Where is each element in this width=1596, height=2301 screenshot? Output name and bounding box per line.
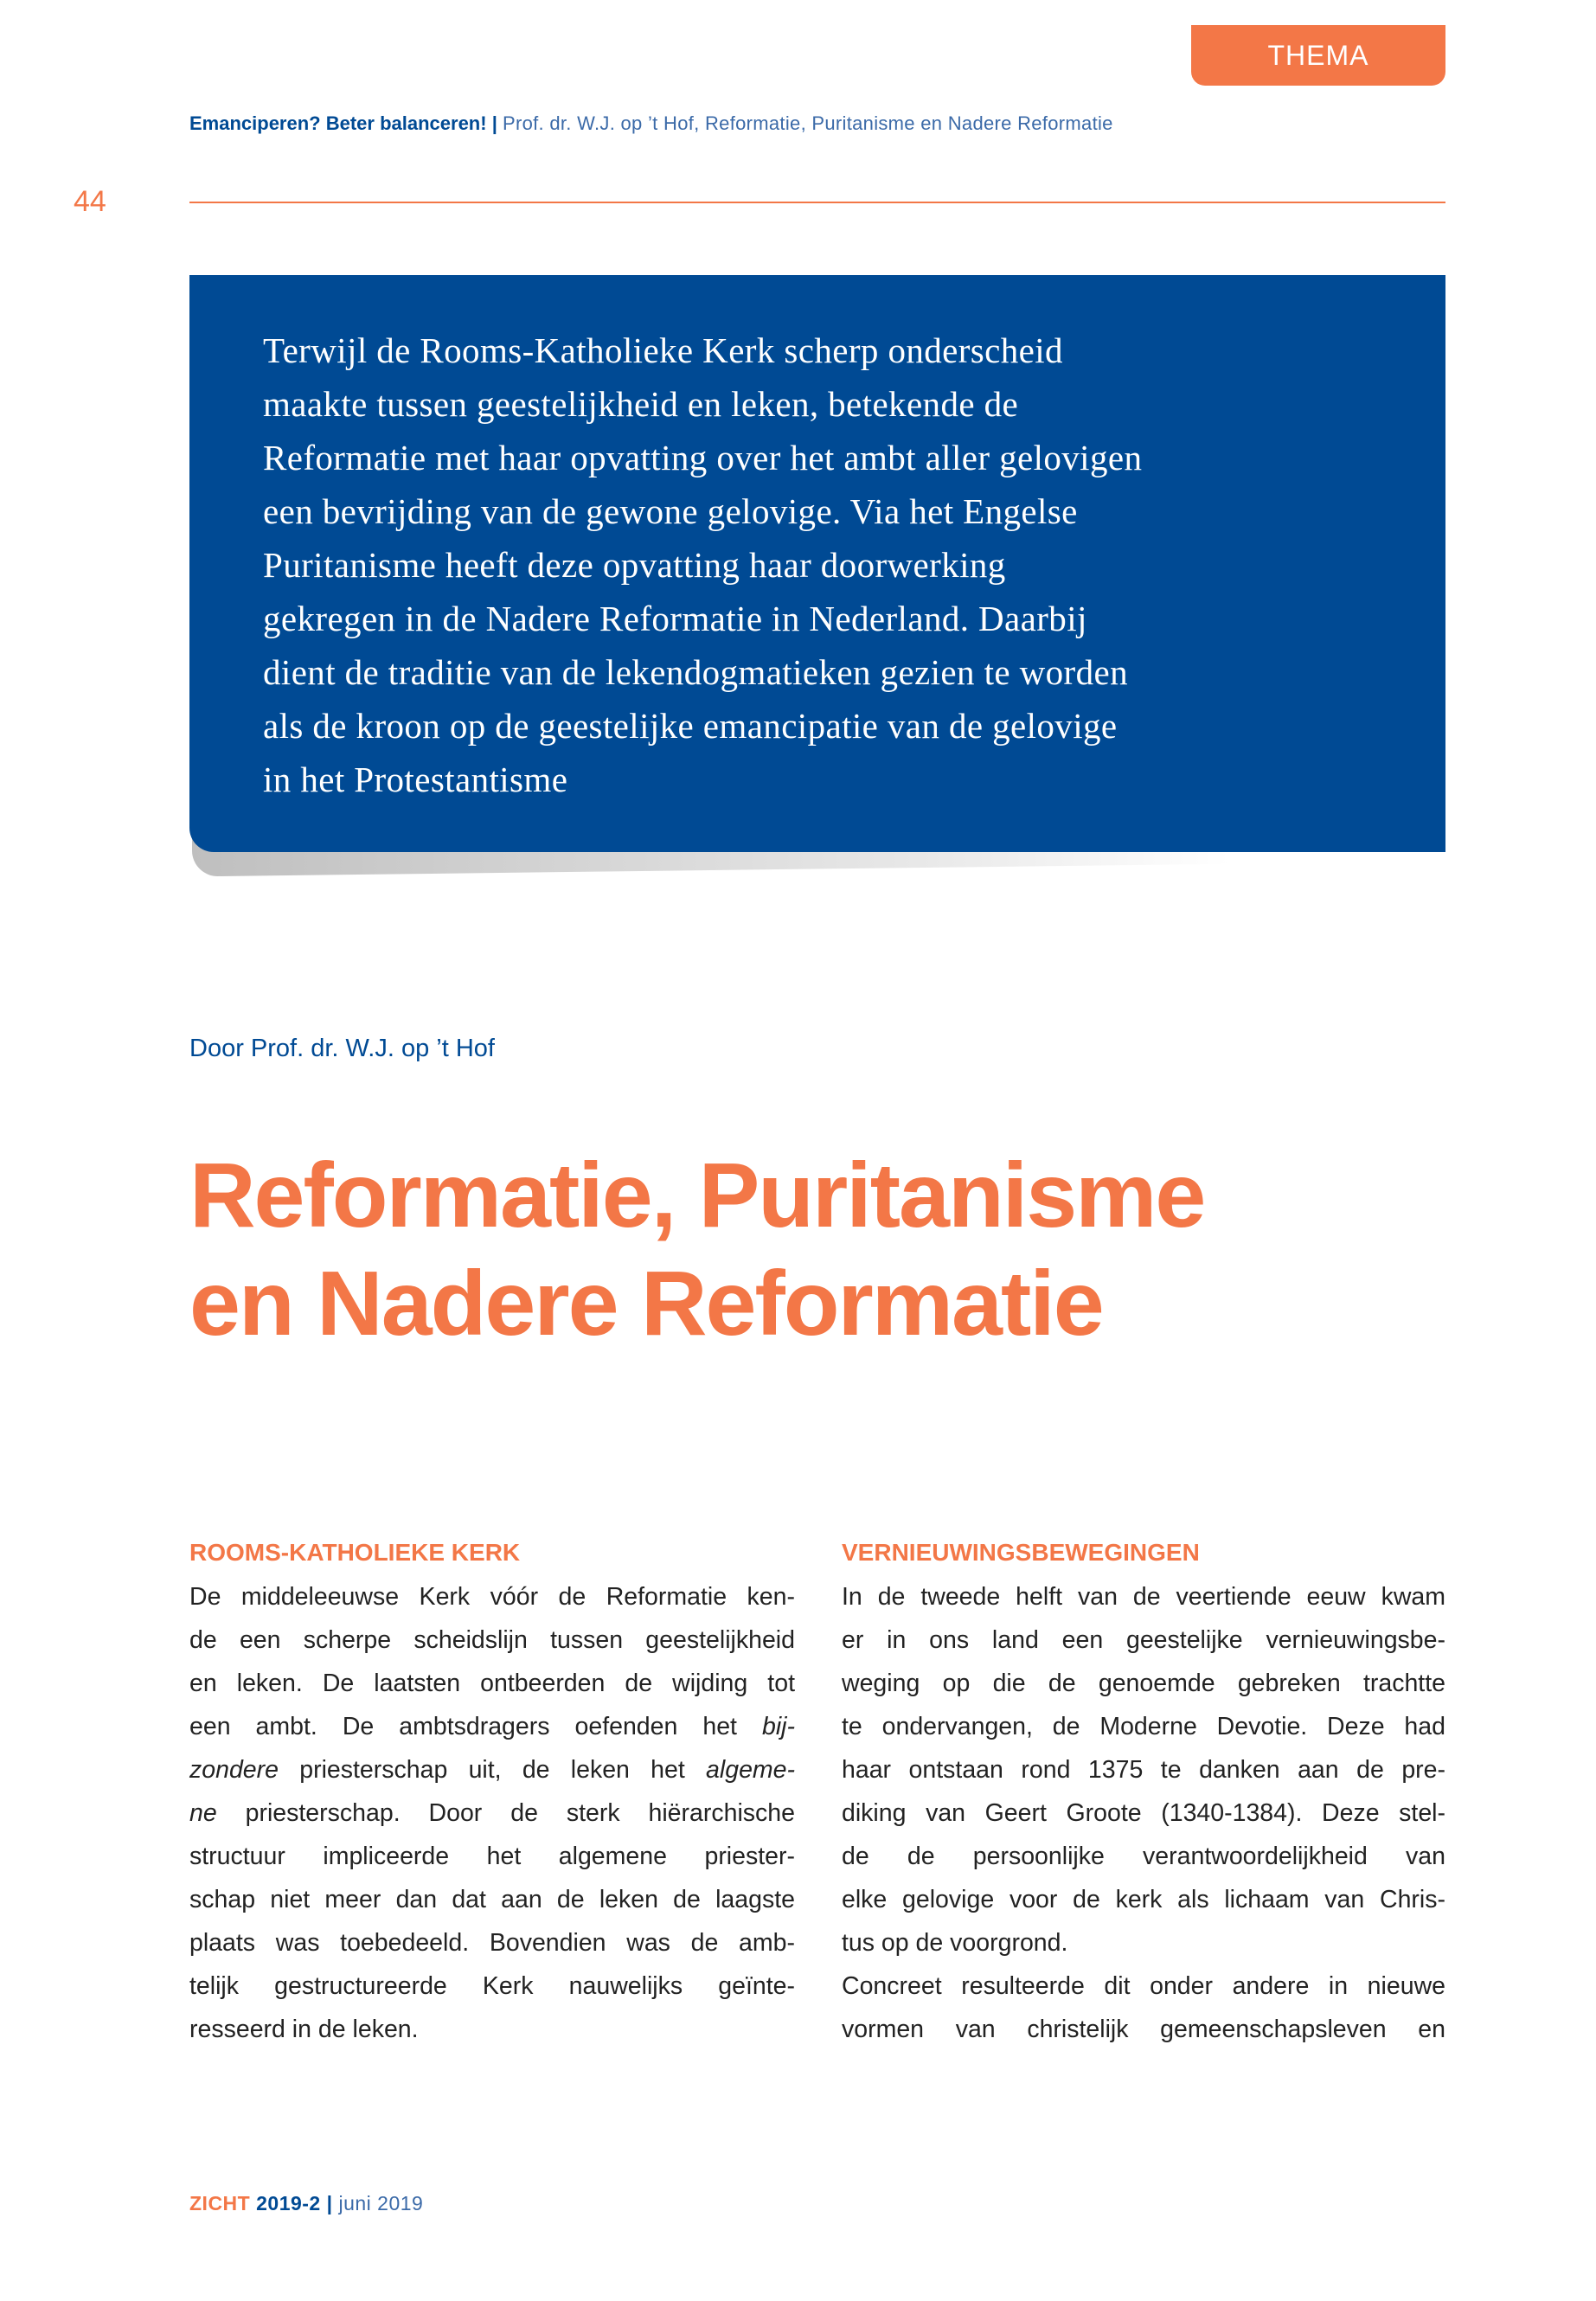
text: priesterschap uit, de leken het (279, 1756, 707, 1784)
article-title (189, 1142, 1204, 1358)
magazine-name: ZICHT (189, 2192, 251, 2214)
header-divider (189, 202, 1445, 203)
page-footer (189, 2192, 423, 2215)
body-line: te ondervangen, de Moderne Devotie. Deze had (842, 1713, 1445, 1740)
section-heading: VERNIEUWINGSBEWEGINGEN (842, 1539, 1200, 1566)
quote-line: maakte tussen geestelijkheid en leken, betekende de (263, 384, 1019, 424)
body-line: structuur impliceerde het algemene priester- (189, 1843, 795, 1870)
body-line: telijk gestructureerde Kerk nauwelijks geïnte- (189, 1972, 795, 2000)
quote-line: Puritanisme heeft deze opvatting haar doorwerking (263, 545, 1006, 585)
body-line: er in ons land een geestelijke vernieuwingsbe- (842, 1626, 1445, 1654)
running-header (189, 112, 1113, 135)
body-line: In de tweede helft van de veertiende eeuw kwam (842, 1583, 1445, 1611)
left-column (189, 1535, 795, 2051)
body-line: de de persoonlijke verantwoordelijkheid van (842, 1843, 1445, 1870)
body-line: de een scherpe scheidslijn tussen geestelijkheid (189, 1626, 795, 1654)
quote-line: als de kroon op de geestelijke emancipatie van de gelovige (263, 706, 1118, 746)
header-separator: | (491, 112, 497, 134)
quote-line: dient de traditie van de lekendogmatieken gezien te worden (263, 652, 1128, 692)
body-line: vormen van christelijk gemeenschapsleven en (842, 2016, 1445, 2043)
italic-text: algeme- (706, 1756, 795, 1784)
body-line: elke gelovige voor de kerk als lichaam van Chris- (842, 1886, 1445, 1913)
body-line: tus op de voorgrond. (842, 1929, 1068, 1957)
quote-line: Terwijl de Rooms-Katholieke Kerk scherp onderscheid (263, 330, 1063, 370)
issue-number: 2019-2 (256, 2192, 321, 2214)
body-line: weging op die de genoemde gebreken trachtte (842, 1670, 1445, 1697)
right-column (842, 1535, 1445, 2051)
section-tab-thema: THEMA (1191, 25, 1445, 86)
title-line: en Nadere Reformatie (189, 1253, 1103, 1355)
body-line: haar ontstaan rond 1375 te danken aan de pre- (842, 1756, 1445, 1784)
italic-text: zondere (189, 1756, 279, 1784)
quote-line: Reformatie met haar opvatting over het ambt aller gelovigen (263, 438, 1143, 478)
page-number: 44 (74, 185, 106, 218)
body-line (189, 1791, 795, 1835)
body-line: De middeleeuwse Kerk vóór de Reformatie ken- (189, 1583, 795, 1611)
body-line: en leken. De laatsten ontbeerden de wijding tot (189, 1670, 795, 1697)
issue-date: juni 2019 (338, 2192, 424, 2214)
section-heading: ROOMS-KATHOLIEKE KERK (189, 1539, 521, 1566)
body-line: schap niet meer dan dat aan de leken de laagste (189, 1886, 795, 1913)
text: een ambt. De ambtsdragers oefenden het (189, 1713, 762, 1740)
text: priesterschap. Door de sterk hiërarchische (216, 1799, 795, 1827)
intro-quote-box (189, 275, 1445, 852)
body-line: diking van Geert Groote (1340-1384). Deze stel- (842, 1799, 1445, 1827)
series-title: Emanciperen? Beter balanceren! (189, 112, 487, 134)
quote-line: gekregen in de Nadere Reformatie in Nederland. Daarbij (263, 599, 1087, 638)
body-line (189, 1705, 795, 1748)
quote-line: een bevrijding van de gewone gelovige. Via het Engelse (263, 491, 1078, 531)
italic-text: ne (189, 1799, 217, 1827)
quote-line: in het Protestantisme (263, 760, 568, 799)
body-line: Concreet resulteerde dit onder andere in nieuwe (842, 1972, 1445, 2000)
body-line: plaats was toebedeeld. Bovendien was de amb- (189, 1929, 795, 1957)
author-byline: Door Prof. dr. W.J. op ’t Hof (189, 1035, 495, 1062)
body-line (189, 1748, 795, 1791)
italic-text: bij- (761, 1713, 795, 1740)
article-reference: Prof. dr. W.J. op ’t Hof, Reformatie, Puritanisme en Nadere Reformatie (502, 112, 1113, 134)
footer-separator: | (326, 2192, 333, 2214)
body-line: resseerd in de leken. (189, 2016, 419, 2043)
title-line: Reformatie, Puritanisme (189, 1144, 1205, 1247)
